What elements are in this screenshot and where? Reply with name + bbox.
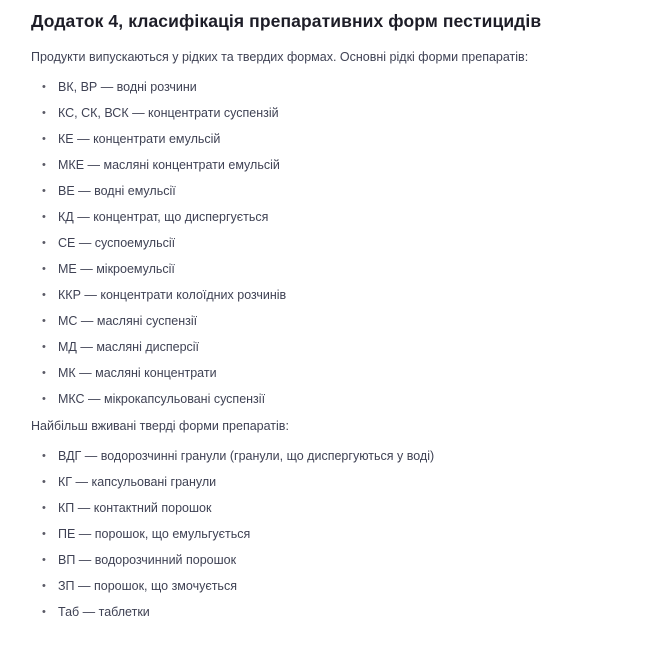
bullet-icon: • <box>42 237 46 249</box>
liquid-forms-list <box>31 79 633 408</box>
list-item-text: КП — контактний порошок <box>58 501 212 515</box>
page-title: Додаток 4, класифікація препаративних форм пестицидів <box>31 11 542 31</box>
list-item-text: МКС — мікрокапсульовані суспензії <box>58 392 266 406</box>
list-item <box>42 526 633 543</box>
list-item <box>42 261 633 278</box>
solid-forms-intro: Найбільш вживані тверді форми препаратів: <box>31 419 289 433</box>
list-item-text: ПЕ — порошок, що емульгується <box>58 527 251 541</box>
list-item-text: МД — масляні дисперсії <box>58 340 200 354</box>
list-item <box>42 391 633 408</box>
list-item <box>42 448 633 465</box>
list-item <box>42 339 633 356</box>
list-item-text: МЕ — мікроемульсії <box>58 262 175 276</box>
bullet-icon: • <box>42 107 46 119</box>
liquid-forms-intro: Продукти випускаються у рідких та твердих формах. Основні рідкі форми препаратів: <box>31 50 529 64</box>
list-item-text: ВП — водорозчинний порошок <box>58 553 237 567</box>
bullet-icon: • <box>42 211 46 223</box>
list-item-text: КГ — капсульовані гранули <box>58 475 217 489</box>
solid-forms-list <box>31 448 633 621</box>
list-item-text: КС, СК, ВСК — концентрати суспензій <box>58 106 279 120</box>
list-item <box>42 578 633 595</box>
bullet-icon: • <box>42 263 46 275</box>
list-item <box>42 183 633 200</box>
list-item <box>42 365 633 382</box>
bullet-icon: • <box>42 159 46 171</box>
list-item <box>42 604 633 621</box>
list-item-text: МК — масляні концентрати <box>58 366 217 380</box>
list-item-text: ЗП — порошок, що змочується <box>58 579 237 593</box>
list-item <box>42 474 633 491</box>
list-item-text: Таб — таблетки <box>58 605 150 619</box>
bullet-icon: • <box>42 81 46 93</box>
bullet-icon: • <box>42 289 46 301</box>
bullet-icon: • <box>42 133 46 145</box>
list-item <box>42 105 633 122</box>
list-item-text: СЕ — суспоемульсії <box>58 236 176 250</box>
list-item-text: КД — концентрат, що диспергується <box>58 210 269 224</box>
list-item <box>42 79 633 96</box>
list-item <box>42 235 633 252</box>
list-item <box>42 287 633 304</box>
bullet-icon: • <box>42 502 46 514</box>
list-item <box>42 500 633 517</box>
list-item <box>42 313 633 330</box>
list-item-text: ККР — концентрати колоїдних розчинів <box>58 288 287 302</box>
bullet-icon: • <box>42 341 46 353</box>
list-item-text: ВДГ — водорозчинні гранули (гранули, що диспергуються у воді) <box>58 449 435 463</box>
list-item <box>42 131 633 148</box>
bullet-icon: • <box>42 315 46 327</box>
bullet-icon: • <box>42 580 46 592</box>
bullet-icon: • <box>42 476 46 488</box>
bullet-icon: • <box>42 393 46 405</box>
list-item-text: МС — масляні суспензії <box>58 314 198 328</box>
bullet-icon: • <box>42 554 46 566</box>
bullet-icon: • <box>42 450 46 462</box>
list-item-text: МКЕ — масляні концентрати емульсій <box>58 158 280 172</box>
list-item <box>42 157 633 174</box>
list-item-text: ВК, ВР — водні розчини <box>58 80 197 94</box>
list-item-text: КЕ — концентрати емульсій <box>58 132 221 146</box>
list-item-text: ВЕ — водні емульсії <box>58 184 176 198</box>
bullet-icon: • <box>42 528 46 540</box>
bullet-icon: • <box>42 367 46 379</box>
list-item <box>42 209 633 226</box>
bullet-icon: • <box>42 606 46 618</box>
list-item <box>42 552 633 569</box>
bullet-icon: • <box>42 185 46 197</box>
